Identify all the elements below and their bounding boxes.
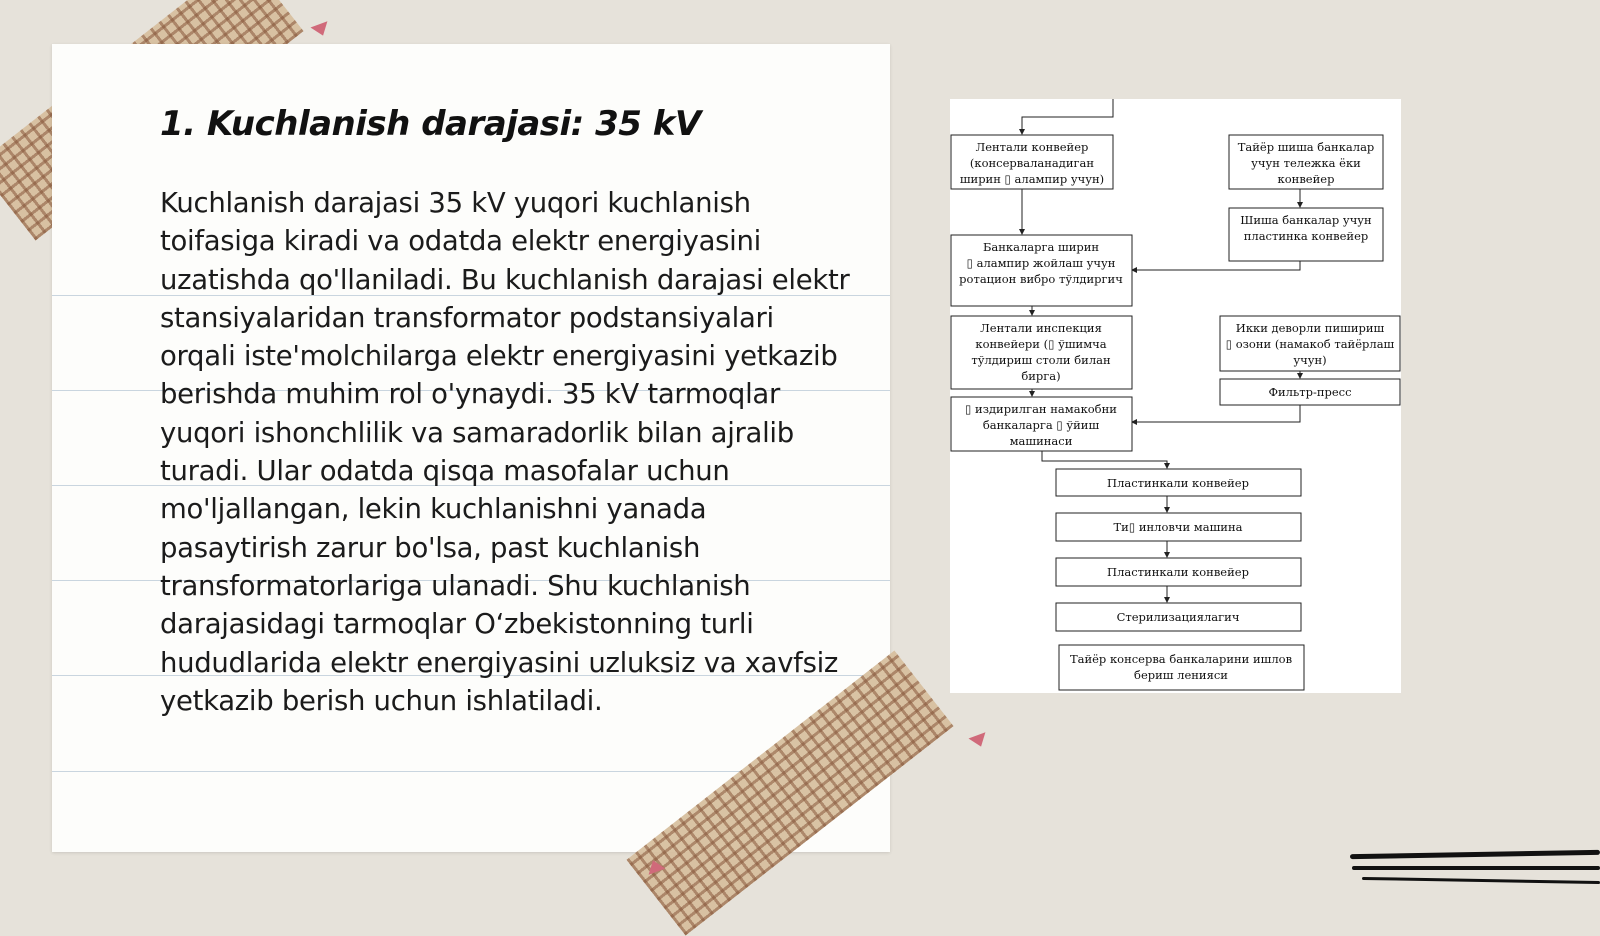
flow-connector <box>1132 261 1300 270</box>
flow-box-text: тўлдириш столи билан <box>971 353 1111 367</box>
flow-box-text: ротацион вибро тўлдиргич <box>959 272 1123 286</box>
flow-box-text: Фильтр-пресс <box>1268 385 1352 399</box>
flow-connector <box>1022 99 1113 134</box>
flow-box-text: бериш ленияси <box>1134 668 1228 682</box>
flow-box-text: Икки деворли пишириш <box>1235 321 1385 335</box>
flow-box-sterilizer <box>1056 603 1301 631</box>
slide-heading: 1. Kuchlanish darajasi: 35 kV <box>160 104 701 144</box>
flow-box-finishing-line <box>1059 645 1304 690</box>
flow-box-text: Лентали инспекция <box>980 321 1102 335</box>
flow-box-plate-conveyor-2 <box>1056 558 1301 586</box>
flow-box-text: ширин ▯ алампир учун) <box>959 172 1105 186</box>
flow-box-text: Пластинкали конвейер <box>1107 565 1249 579</box>
flow-connector <box>1042 451 1167 468</box>
flow-box-text: пластинка конвейер <box>1243 229 1369 243</box>
brush-stroke <box>1352 866 1600 870</box>
flow-box-text: Стерилизациялагич <box>1116 610 1240 624</box>
flow-box-brine-filler <box>951 397 1132 451</box>
brush-stroke <box>1362 877 1600 884</box>
flow-box-filter-press <box>1220 379 1400 405</box>
brush-stroke <box>1350 850 1600 859</box>
flow-box-text: Лентали конвейер <box>975 140 1089 154</box>
flow-box-text: учун) <box>1293 353 1327 367</box>
flow-box-sealing-machine <box>1056 513 1301 541</box>
flowchart-image <box>950 99 1401 693</box>
slide-body-text: Kuchlanish darajasi 35 kV yuqori kuchlanish toifasiga kiradi va odatda elektr energiyasini uzatishda qo'llaniladi. Bu kuchlanish darajasi elektr stansiyalaridan transformator podstansiyalari orqali iste'molchilarga elektr energiyasini yetkazib berishda muhim rol o'ynaydi. 35 kV tarmoqlar yuqori ishonchlilik va samaradorlik bilan ajralib turadi. Ular odatda qisqa masofalar uchun mo'ljallangan, lekin kuchlanishni yanada pasaytirish zarur bo'lsa, past kuchlanish transformatorlariga ulanadi. Shu kuchlanish darajasidagi tarmoqlar O‘zbekistonning turli hududlarida elektr energiyasini uzluksiz va xavfsiz yetkazib berish uchun ishlatiladi. <box>160 187 850 717</box>
flow-box-text: Шиша банкалар учун <box>1240 213 1372 227</box>
flow-box-text: Тайёр консерва банкаларини ишлов <box>1069 652 1293 666</box>
flow-box-plate-conveyor-1 <box>1056 469 1301 496</box>
flow-box-text: конвейер <box>1277 172 1335 186</box>
flow-box-inspection-conveyor <box>951 316 1132 389</box>
flow-box-text: ▯ алампир жойлаш учун <box>966 256 1116 270</box>
flow-box-text: Банкаларга ширин <box>982 240 1100 254</box>
tape-tip-top <box>310 21 331 38</box>
flow-box-text: ▯ озони (намакоб тайёрлаш <box>1225 337 1395 351</box>
flow-box-text: Тайёр шиша банкалар <box>1237 140 1375 154</box>
flow-box-text: конвейери (▯ ўшимча <box>975 337 1107 351</box>
flow-box-text: Пластинкали конвейер <box>1107 476 1249 490</box>
flow-box-text: банкаларга ▯ ўйиш <box>982 418 1100 432</box>
note-paper <box>52 44 890 852</box>
flow-box-belt-conveyor <box>951 135 1113 189</box>
flow-box-jar-trolley <box>1229 135 1383 189</box>
tape-tip-bottom <box>968 732 989 749</box>
flow-box-text: Ти▯ инловчи машина <box>1113 520 1243 534</box>
flow-box-text: (консерваланадиган <box>969 156 1095 170</box>
flow-box-rotary-filler <box>951 235 1132 306</box>
flow-box-text: машинаси <box>1009 434 1073 448</box>
flow-box-plate-conveyor-jars <box>1229 208 1383 261</box>
flow-box-text: учун тележка ёки <box>1251 156 1361 170</box>
flowchart-svg <box>950 99 1401 693</box>
flow-box-text: бирга) <box>1021 369 1061 383</box>
flow-box-text: ▯ издирилган намакобни <box>965 402 1117 416</box>
flow-box-cooking-kettle <box>1220 316 1400 371</box>
flow-connector <box>1132 405 1300 422</box>
